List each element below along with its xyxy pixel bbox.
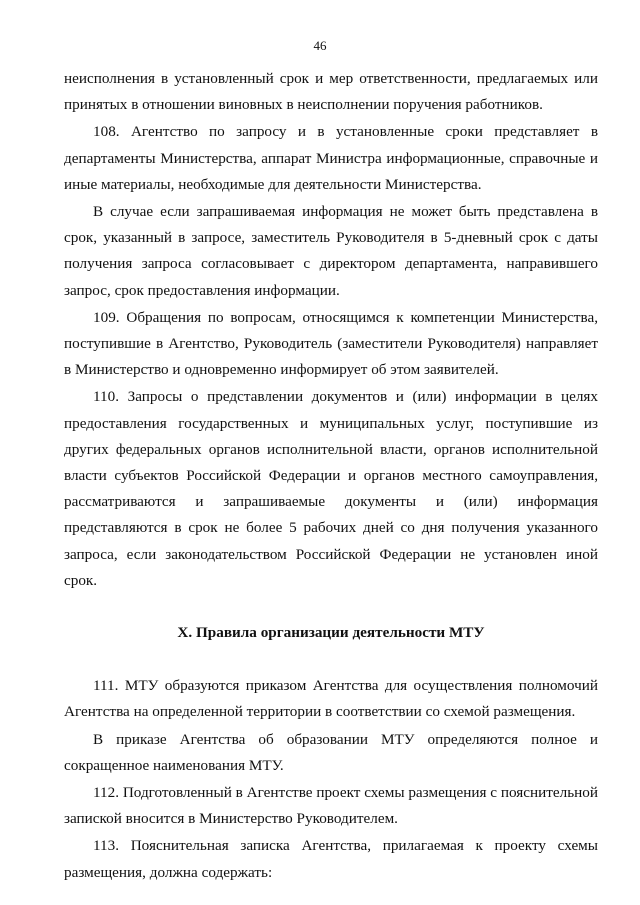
paragraph-111: 111. МТУ образуются приказом Агентства для осуществления полномочий Агентства на определенной территории в соответствии со схемой размещения. [64,677,598,721]
paragraph-110: 110. Запросы о представлении документов и (или) информации в целях предоставления государственных и муниципальных услуг, поступившие из других федеральных органов исполнительной власти, органов исполнительной власти субъектов Российской Федерации и органов местного самоуправления, рассматриваются и запрашиваемые документы и (или) информация представляются в срок не более 5 рабочих дней со дня получения указанного запроса, если законодательством Российской Федерации не установлен иной срок. [64,388,598,589]
paragraph-112: 112. Подготовленный в Агентстве проект схемы размещения с пояснительной запиской вносится в Министерство Руководителем. [64,784,598,828]
paragraph-continuation: неисполнения в установленный срок и мер ответственности, предлагаемых или принятых в отношении виновных в неисполнении поручения работников. [64,70,598,114]
paragraph-108-info-request: В случае если запрашиваемая информация не может быть представлена в срок, указанный в запросе, заместитель Руководителя в 5-дневный срок с даты получения запроса согласовывает с директором департамента, направившего запрос, срок предоставления информации. [64,203,598,299]
paragraph-109: 109. Обращения по вопросам, относящимся к компетенции Министерства, поступившие в Агентство, Руководитель (заместители Руководителя) направляет в Министерство и одновременно информирует об этом заявителей. [64,308,598,379]
paragraph-108: 108. Агентство по запросу и в установленные сроки представляет в департаменты Министерства, аппарат Министра информационные, справочные и иные материалы, необходимые для деятельности Министерства. [64,123,598,193]
section-heading: X. Правила организации деятельности МТУ [177,624,485,642]
paragraph-111-names: В приказе Агентства об образовании МТУ определяются полное и сокращенное наименования МТУ. [64,730,598,774]
document-body [64,66,598,886]
paragraph-113: 113. Пояснительная записка Агентства, прилагаемая к проекту схемы размещения, должна содержать: [64,837,598,881]
page-number: 46 [313,38,327,53]
